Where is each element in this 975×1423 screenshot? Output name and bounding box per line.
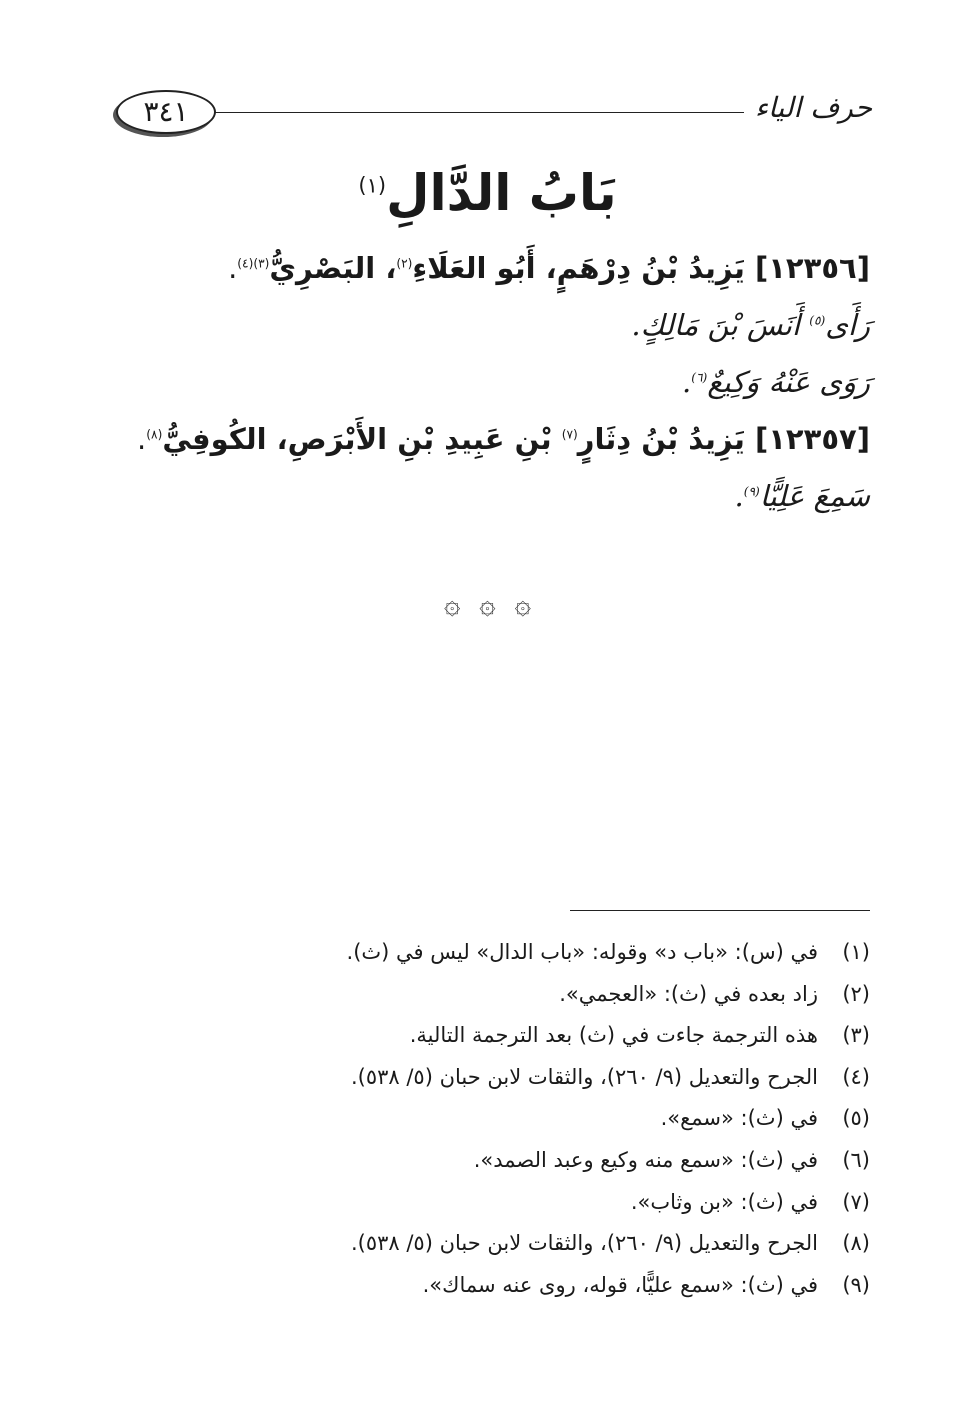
page-header (112, 84, 872, 140)
footnote-text: في (ث): «سمع عليًّا، قوله، روى عنه سماك». (422, 1272, 818, 1297)
entry-line (110, 297, 870, 354)
footnote-number: (٣) (842, 1023, 870, 1048)
footnote-number: (٢) (842, 981, 870, 1006)
footnote-number: (١) (842, 940, 870, 964)
footnote-ref: (٥) (809, 313, 826, 328)
footnote (110, 1265, 870, 1307)
footnotes (110, 932, 870, 1306)
entry-line (110, 240, 870, 297)
footnote (110, 1223, 870, 1265)
footnote (110, 1098, 870, 1140)
entry-line (110, 411, 870, 468)
main-text (110, 240, 870, 525)
footnote-number: (٩) (842, 1272, 870, 1297)
footnote (110, 1182, 870, 1224)
footnote-separator (570, 910, 870, 911)
running-head: حرف الياء (754, 91, 872, 124)
footnote-text: الجرح والتعديل (٩/ ٢٦٠)، والثقات لابن حبان (٥/ ٥٣٨). (350, 1064, 818, 1089)
header-rule (204, 112, 744, 113)
entry-line (110, 354, 870, 411)
entry-detail-cont: أَنَسَ بْنَ مَالِكٍ. (631, 308, 810, 342)
line-end: . (734, 479, 744, 513)
ornament-icon: ۞ (443, 587, 461, 620)
footnote-text: الجرح والتعديل (٩/ ٢٦٠)، والثقات لابن حبان (٥/ ٥٣٨). (350, 1231, 818, 1256)
page-number: ٣٤١ (116, 90, 216, 134)
entry-heading: [١٢٣٥٦] يَزِيدُ بْنُ دِرْهَمٍ، أَبُو العَلَاءِ (412, 251, 870, 285)
line-end: . (228, 251, 238, 285)
footnote (110, 1057, 870, 1099)
footnote-ref: (٩) (743, 484, 760, 499)
footnote-number: (٨) (842, 1231, 870, 1256)
footnote (110, 1015, 870, 1057)
footnote-ref: (٨) (146, 427, 163, 442)
footnote-text: في (ث): «سمع». (660, 1106, 818, 1131)
entry-heading-cont: بْنِ عَبِيدِ بْنِ الأَبْرَصِ، الكُوفِيُّ (162, 422, 562, 456)
ornament-icon: ۞ (514, 587, 532, 620)
chapter-title (0, 158, 975, 228)
section-ornament (0, 586, 975, 622)
entry-heading: [١٢٣٥٧] يَزِيدُ بْنُ دِثَارٍ (577, 422, 870, 456)
chapter-title-text: بَابُ الدَّالِ (386, 164, 617, 222)
footnote-number: (٧) (842, 1189, 870, 1214)
footnote-text: في (ث): «سمع منه وكيع وعبد الصمد». (473, 1147, 818, 1172)
entry-detail: سَمِعَ عَلِيًّا (759, 479, 870, 513)
footnote (110, 1140, 870, 1182)
footnote-text: في (س): «باب د» وقوله: «باب الدال» ليس في (ث). (346, 940, 818, 964)
entry-detail: رَأَى (825, 308, 870, 342)
ornament-icon: ۞ (479, 587, 496, 620)
line-end: . (137, 422, 147, 456)
footnote-ref: (٣)(٤) (237, 256, 270, 271)
entry-heading-cont: ، البَصْرِيُّ (269, 251, 397, 285)
entry-line (110, 468, 870, 525)
footnote-number: (٤) (842, 1064, 870, 1089)
footnote-text: هذه الترجمة جاءت في (ث) بعد الترجمة التالية. (409, 1023, 818, 1048)
footnote-ref: (٦) (691, 370, 708, 385)
footnote (110, 974, 870, 1016)
footnote-number: (٦) (842, 1147, 870, 1172)
line-end: . (681, 365, 692, 399)
footnote-text: في (ث): «بن وثاب». (630, 1189, 818, 1214)
footnote-ref: (٢) (396, 256, 413, 271)
entry-detail: رَوَى عَنْهُ وَكِيعٌ (707, 365, 870, 399)
footnote-number: (٥) (842, 1106, 870, 1131)
footnote (110, 932, 870, 974)
footnote-ref: (٧) (561, 427, 578, 442)
footnote-ref: (١) (358, 173, 387, 198)
footnote-text: زاد بعده في (ث): «العجمي». (559, 981, 818, 1006)
